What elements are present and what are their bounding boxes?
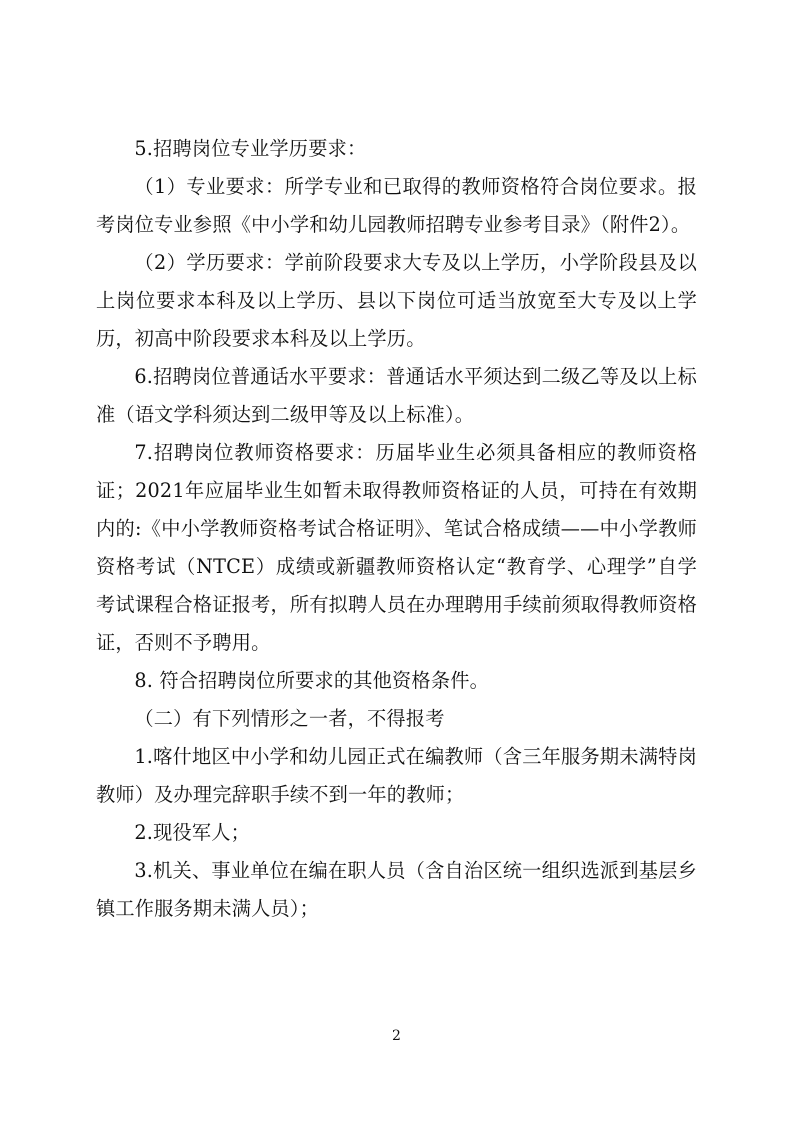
paragraph: 7.招聘岗位教师资格要求：历届毕业生必须具备相应的教师资格证；2021年应届毕业生如暂未取得教师资格证的人员，可持在有效期内的:《中小学教师资格考试合格证明》、笔试合格成绩——中小学教师资格考试（NTCE）成绩或新疆教师资格认定“教育学、心理学”自学考试课程合格证报考，所有拟聘人员在办理聘用手续前须取得教师资格证，否则不予聘用。 <box>96 441 698 654</box>
paragraph: 6.招聘岗位普通话水平要求：普通话水平须达到二级乙等及以上标准（语文学科须达到二级甲等及以上标准）。 <box>96 365 697 426</box>
paragraph: 1.喀什地区中小学和幼儿园正式在编教师（含三年服务期未满特岗教师）及办理完辞职手续不到一年的教师； <box>96 745 697 806</box>
paragraph: 3.机关、事业单位在编在职人员（含自治区统一组织选派到基层乡镇工作服务期未满人员）； <box>96 859 697 920</box>
paragraph: （1）专业要求：所学专业和已取得的教师资格符合岗位要求。报考岗位专业参照《中小学和幼儿园教师招聘专业参考目录》（附件2）。 <box>96 175 697 236</box>
document-body <box>96 130 697 928</box>
paragraph: 5.招聘岗位专业学历要求： <box>134 137 367 160</box>
paragraph: （2）学历要求：学前阶段要求大专及以上学历，小学阶段县及以上岗位要求本科及以上学历、县以下岗位可适当放宽至大专及以上学历，初高中阶段要求本科及以上学历。 <box>96 251 697 350</box>
page-number: 2 <box>392 1028 401 1044</box>
paragraph: 2.现役军人； <box>134 821 251 844</box>
paragraph: 8. 符合招聘岗位所要求的其他资格条件。 <box>134 669 489 692</box>
paragraph: （二）有下列情形之一者，不得报考 <box>134 707 445 730</box>
